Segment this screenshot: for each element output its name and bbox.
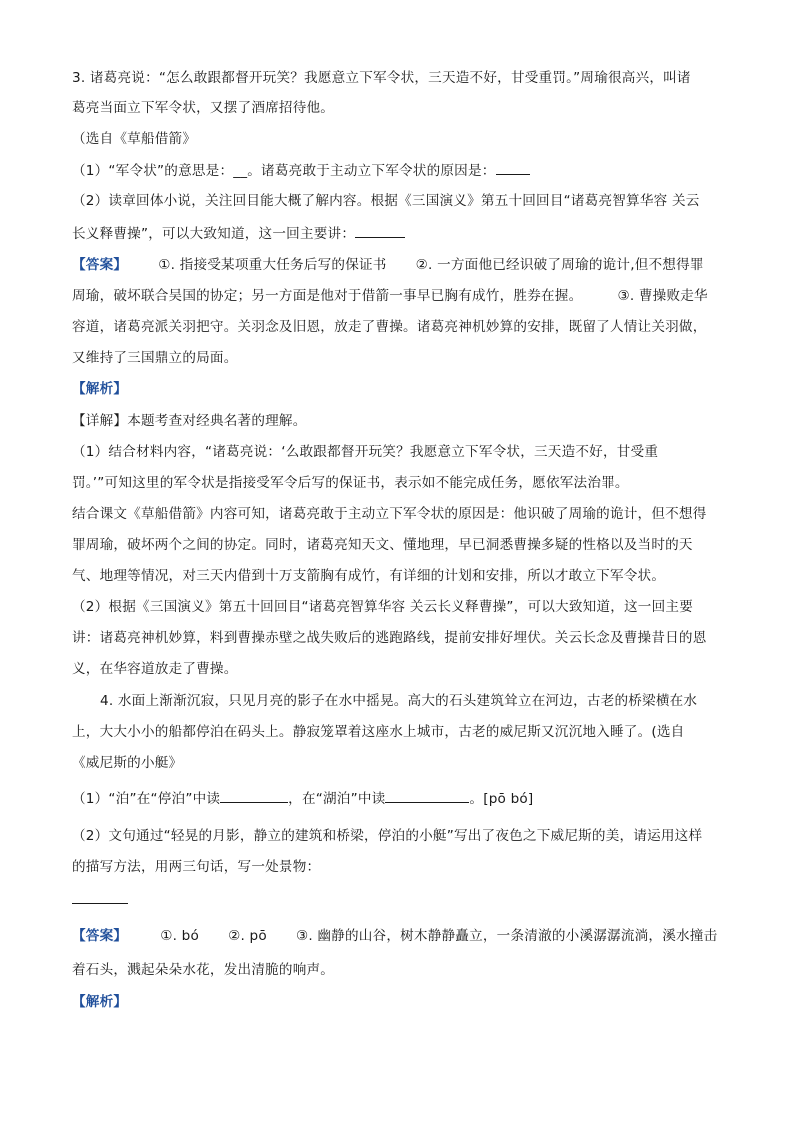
q4-sub-question-1 — [72, 788, 533, 809]
q3-text-line-2: 葛亮当面立下军令状，又摆了酒席招待他。 — [72, 100, 335, 116]
q3-explanation-4: 罪周瑜，破坏两个之间的协定。同时，诸葛亮知天文、懂地理，早已洞悉曹操多疑的性格以及当时的天 — [72, 537, 693, 553]
q3-explanation-1: （1）结合材料内容，“诸葛亮说：‘么敢跟都督开玩笑？我愿意立下军令状，三天造不好，甘受重 — [72, 444, 659, 460]
analysis-tag: 【解析】 — [72, 994, 128, 1010]
detail-tag: 【详解】 — [72, 413, 128, 429]
q4-sub1-text-c: 。[pō bó] — [469, 791, 534, 807]
q4-sub1-text-b: ，在“湖泊”中读 — [288, 791, 386, 807]
q4-answer-line-2: 着石头，溅起朵朵水花，发出清脆的响声。 — [72, 962, 335, 978]
q4-sub1-text-a: （1）“泊”在“停泊”中读 — [72, 791, 221, 807]
q3-explanation-7: 讲：诸葛亮神机妙算，料到曹操赤壁之战失败后的逃跑路线，提前安排好埋伏。关云长念及曹操昔日的恩 — [72, 630, 707, 646]
q3-sub-question-2-line-1: （2）读章回体小说，关注回目能大概了解内容。根据《三国演义》第五十回回目“诸葛亮智算华容 关云 — [72, 193, 700, 209]
q4-answer-line-1 — [72, 926, 717, 946]
q3-explanation-3: 结合课文《草船借箭》内容可知，诸葛亮敢于主动立下军令状的原因是：他识破了周瑜的诡计，但不想得 — [72, 506, 707, 522]
q4-answer-3: ③. 幽静的山谷，树木静静矗立，一条清澈的小溪潺潺流淌，溪水撞击 — [295, 928, 718, 944]
answer-tag: 【答案】 — [72, 257, 128, 273]
q3-answer-line-1 — [72, 255, 704, 275]
q3-explanation-2: 罚。’”可知这里的军令状是指接受军令后写的保证书，表示如不能完成任务，愿依军法治罪。 — [72, 475, 629, 491]
answer-blank — [220, 788, 288, 803]
q3-answer-line-2 — [72, 286, 708, 306]
q3-sub2-text: 长义释曹操”，可以大致知道，这一回主要讲： — [72, 226, 356, 242]
answer-blank-line — [72, 903, 128, 904]
q3-answer-line-3: 容道，诸葛亮派关羽把守。关羽念及旧恩，放走了曹操。诸葛亮神机妙算的安排，既留了人情让关羽做， — [72, 319, 707, 335]
q4-text-line-1: 4. 水面上渐渐沉寂，只见月亮的影子在水中摇晃。高大的石头建筑耸立在河边，古老的桥梁横在水 — [100, 693, 698, 709]
q3-source: （选自《草船借箭》 — [72, 131, 197, 147]
q4-answer-1: ①. bó — [160, 928, 200, 944]
q3-answer-2-cont: 周瑜，破坏联合吴国的协定；另一方面是他对于借箭一事早已胸有成竹，胜券在握。 — [72, 288, 583, 304]
q4-text-line-3: 《威尼斯的小艇》 — [72, 755, 183, 771]
q3-answer-line-4: 又维持了三国鼎立的局面。 — [72, 350, 238, 366]
q3-explanation-8: 义，在华容道放走了曹操。 — [72, 661, 238, 677]
q3-answer-3: ③. 曹操败走华 — [617, 288, 708, 304]
q3-explanation-6: （2）根据《三国演义》第五十回回目“诸葛亮智算华容 关云长义释曹操”，可以大致知道，这一回主要 — [72, 599, 693, 615]
q3-sub-question-2-line-2 — [72, 223, 405, 244]
q3-sub-question-1 — [72, 160, 530, 181]
answer-blank — [355, 223, 405, 238]
q3-answer-1: ①. 指接受某项重大任务后写的保证书 — [158, 257, 387, 273]
q3-explanation-5: 气、地理等情况，对三天内借到十万支箭胸有成竹，有详细的计划和安排，所以才敢立下军令状。 — [72, 568, 666, 584]
analysis-tag: 【解析】 — [72, 381, 128, 397]
q3-sub1-text: （1）“军令状”的意思是：__。诸葛亮敢于主动立下军令状的原因是： — [72, 163, 496, 179]
q3-detail-line — [72, 411, 307, 431]
q4-text-line-2: 上，大大小小的船都停泊在码头上。静寂笼罩着这座水上城市，古老的威尼斯又沉沉地入睡了。(选自 — [72, 724, 685, 740]
q3-answer-2: ②. 一方面他已经识破了周瑜的诡计,但不想得罪 — [415, 257, 704, 273]
q4-answer-2: ②. pō — [228, 928, 267, 944]
q3-text-line-1: 3. 诸葛亮说：“怎么敢跟都督开玩笑？我愿意立下军令状，三天造不好，甘受重罚。”周瑜很高兴，叫诸 — [72, 70, 691, 86]
detail-text: 本题考查对经典名著的理解。 — [127, 413, 307, 429]
q4-sub-question-2-line-2: 的描写方法，用两三句话，写一处景物： — [72, 859, 321, 875]
answer-blank — [496, 160, 530, 175]
q4-sub-question-2-line-1: （2）文句通过“轻晃的月影，静立的建筑和桥梁，停泊的小艇”写出了夜色之下威尼斯的美，请运用这样 — [72, 828, 703, 844]
answer-tag: 【答案】 — [72, 928, 128, 944]
answer-blank — [385, 788, 469, 803]
